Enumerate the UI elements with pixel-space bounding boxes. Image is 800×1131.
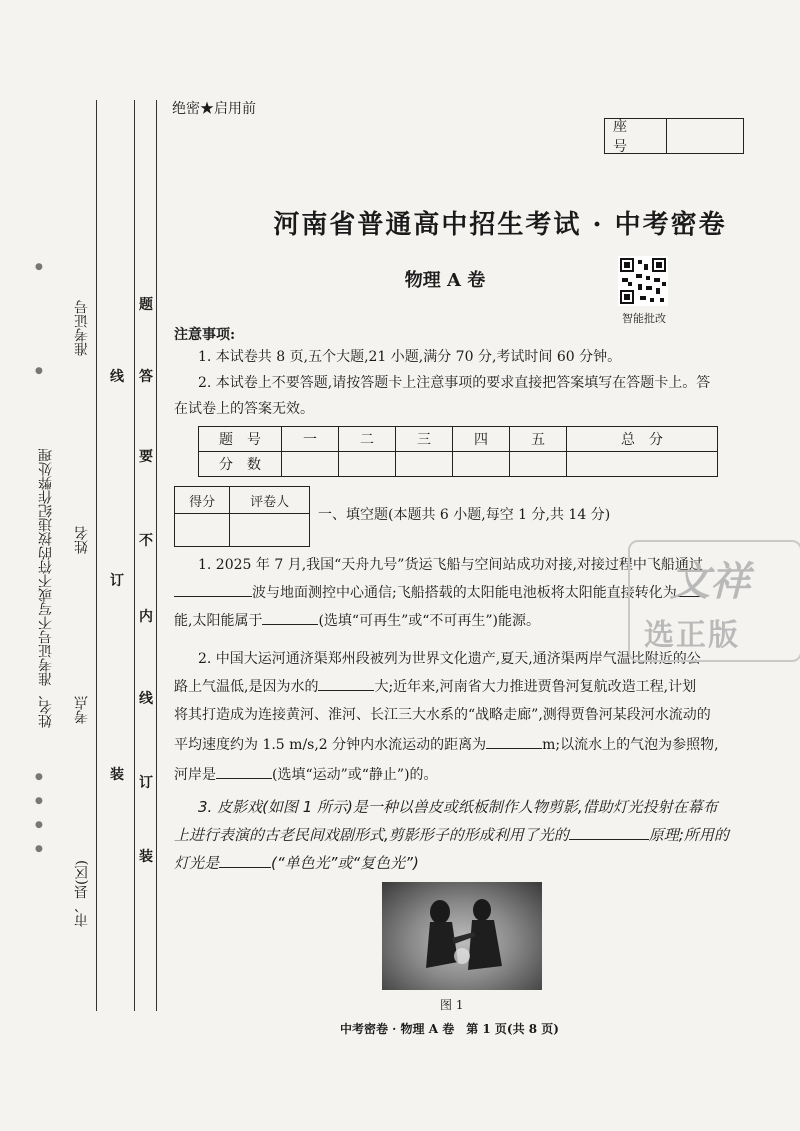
shadow-puppet-photo [382, 882, 542, 990]
margin-dot: ● [35, 772, 43, 782]
score-table-cell: 二 [339, 427, 396, 452]
score-table-score-row [199, 452, 718, 477]
margin-col2-char: 订 [110, 573, 124, 589]
notice-item-1: 1. 本试卷共 8 页,五个大题,21 小题,满分 70 分,考试时间 60 分钟。 [198, 349, 622, 365]
q1-text: 能,太阳能属于 [174, 613, 263, 629]
score-input-cell[interactable] [282, 452, 339, 477]
score-input-cell[interactable] [396, 452, 453, 477]
margin-col3-char: 要 [139, 449, 153, 465]
margin-rule-3 [156, 100, 157, 1011]
q2-line-3: 将其打造成为连接黄河、淮河、长江三大水系的“战略走廊”,测得贾鲁河某段河水流动的 [174, 707, 711, 723]
margin-city-label: 市、县(区) [74, 860, 90, 927]
grader-score-label: 得分 [175, 487, 230, 514]
seat-number-box [604, 118, 744, 154]
q3-text: 灯光是 [174, 854, 220, 872]
margin-dot: ● [35, 366, 43, 376]
margin-col3-char: 不 [139, 533, 153, 549]
q1-text: (选填“可再生”或“不可再生”)能源。 [318, 613, 541, 629]
score-table-cell: 四 [453, 427, 510, 452]
margin-col3-char: 订 [139, 775, 153, 791]
q3-line-2 [174, 822, 729, 848]
qr-caption: 智能批改 [622, 312, 666, 325]
grader-name-label: 评卷人 [230, 487, 310, 514]
q2-text: 路上气温低,是因为水的 [174, 679, 319, 695]
q3-blank-1[interactable] [569, 839, 649, 840]
shadow-puppet-silhouette [382, 882, 542, 990]
score-table-header-row [199, 427, 718, 452]
score-table [198, 426, 718, 477]
score-input-cell[interactable] [453, 452, 510, 477]
q3-line-3 [174, 850, 419, 876]
page-footer: 中考密卷 · 物理 A 卷 第 1 页(共 8 页) [340, 1022, 559, 1036]
score-table-cell: 总 分 [567, 427, 718, 452]
q2-text: 平均速度约为 1.5 m/s,2 分钟内水流运动的距离为 [174, 737, 487, 753]
q2-line-2 [174, 674, 696, 700]
q2-blank-1[interactable] [318, 690, 374, 691]
q1-text: 波与地面测控中心通信;飞船搭载的太阳能电池板将太阳能直接转化为 [252, 585, 677, 601]
notice-item-2b: 在试卷上的答案无效。 [174, 401, 314, 417]
grader-table [174, 486, 310, 547]
margin-exam-site-label: 考点 [74, 696, 90, 724]
q3-blank-2[interactable] [219, 867, 271, 868]
q3-text: 原理;所用的 [648, 826, 729, 844]
score-input-cell[interactable] [510, 452, 567, 477]
q2-text: m;以流水上的气泡为参照物, [542, 737, 719, 753]
q2-text: 大;近年来,河南省大力推进贾鲁河复航改造工程,计划 [374, 679, 697, 695]
margin-col3-char: 答 [139, 369, 153, 385]
margin-dot: ● [35, 262, 43, 272]
grader-score-field[interactable] [175, 514, 230, 547]
watermark-stamp [628, 540, 800, 662]
margin-col2-char: 装 [110, 767, 124, 783]
margin-col3-char: 线 [139, 691, 153, 707]
stamp-line-2: 选正版 [644, 618, 740, 653]
qr-code-icon[interactable] [618, 256, 668, 306]
q1-blank-3[interactable] [262, 624, 318, 625]
score-table-cell: 五 [510, 427, 567, 452]
score-table-cell: 题 号 [199, 427, 282, 452]
q1-blank-1[interactable] [174, 596, 252, 597]
margin-rule-1 [96, 100, 97, 1011]
score-table-cell: 分 数 [199, 452, 282, 477]
q2-text: (选填“运动”或“静止”)的。 [272, 767, 438, 783]
margin-dot: ● [35, 820, 43, 830]
q3-line-1: 3. 皮影戏(如图 1 所示)是一种以兽皮或纸板制作人物剪影,借助灯光投射在幕布 [198, 798, 718, 816]
score-table-cell: 一 [282, 427, 339, 452]
q1-line-3 [174, 608, 540, 634]
seat-label: 座 号 [605, 119, 667, 153]
q2-line-4 [174, 732, 719, 758]
score-input-cell[interactable] [339, 452, 396, 477]
exam-title: 河南省普通高中招生考试 · 中考密卷 [273, 210, 727, 240]
margin-col3-char: 内 [139, 609, 153, 625]
margin-col2-char: 线 [110, 369, 124, 385]
margin-col3-char: 题 [139, 297, 153, 313]
margin-rule-2 [134, 100, 135, 1011]
margin-warning: 姓名、准考证号不写或不符的按违纪作弊处理 [38, 448, 54, 728]
margin-dot: ● [35, 796, 43, 806]
figure-caption: 图 1 [440, 998, 464, 1012]
margin-name-label: 姓名 [74, 526, 90, 554]
score-table-cell: 三 [396, 427, 453, 452]
seat-number-field[interactable] [667, 119, 743, 153]
q1-line-1: 1. 2025 年 7 月,我国“天舟九号”货运飞船与空间站成功对接,对接过程中飞船通过 [198, 557, 703, 573]
q2-blank-2[interactable] [486, 748, 542, 749]
q2-line-5 [174, 762, 438, 788]
q3-text: (“单色光”或“复色光”) [271, 854, 419, 872]
q3-text: 上进行表演的古老民间戏剧形式,剪影形子的形成利用了光的 [174, 826, 569, 844]
stamp-line-1: 文祥 [670, 559, 750, 605]
q1-line-2 [174, 580, 705, 606]
top-secret-label: 绝密★启用前 [172, 101, 256, 117]
margin-col3-char: 装 [139, 849, 153, 865]
score-input-cell[interactable] [567, 452, 718, 477]
q2-text: 河岸是 [174, 767, 216, 783]
section-1-title: 一、填空题(本题共 6 小题,每空 1 分,共 14 分) [318, 507, 611, 523]
q2-blank-3[interactable] [216, 778, 272, 779]
grader-name-field[interactable] [230, 514, 310, 547]
exam-subtitle: 物理 A 卷 [404, 270, 486, 291]
q2-line-1: 2. 中国大运河通济渠郑州段被列为世界文化遗产,夏天,通济渠两岸气温比附近的公 [198, 651, 701, 667]
notice-heading: 注意事项: [174, 327, 236, 343]
margin-dot: ● [35, 844, 43, 854]
notice-item-2a: 2. 本试卷上不要答题,请按答题卡上注意事项的要求直接把答案填写在答题卡上。答 [198, 375, 711, 391]
margin-ticket-label: 准考证号 [74, 300, 90, 356]
